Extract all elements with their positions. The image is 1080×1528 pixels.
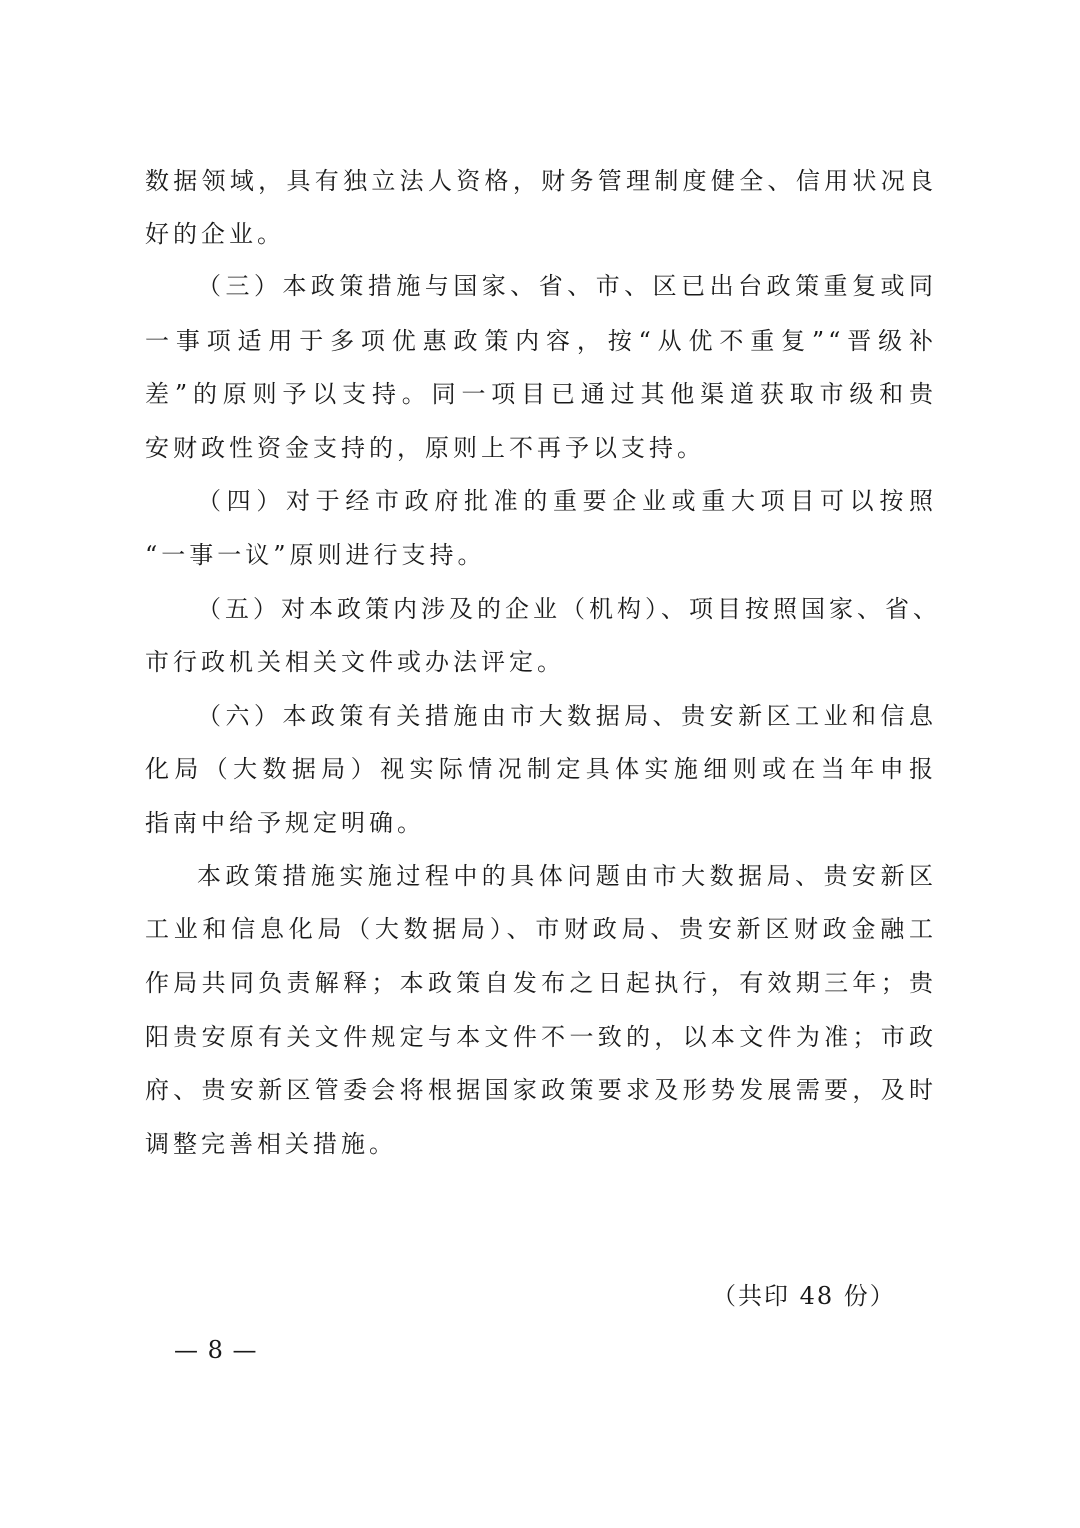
paragraph-line: 阳贵安原有关文件规定与本文件不一致的，以本文件为准；市政 [145, 1023, 937, 1051]
paragraph-line: 市行政机关相关文件或办法评定。 [145, 648, 565, 676]
paragraph-line: 数据领域，具有独立法人资格，财务管理制度健全、信用状况良 [145, 167, 937, 195]
paragraph-line: 府、贵安新区管委会将根据国家政策要求及形势发展需要，及时 [145, 1076, 937, 1104]
paragraph-line: 调整完善相关措施。 [145, 1130, 397, 1158]
paragraph-line: 安财政性资金支持的，原则上不再予以支持。 [145, 434, 705, 462]
copies-note: （共印 48 份） [712, 1282, 896, 1310]
paragraph-line: 好的企业。 [145, 220, 285, 248]
paragraph-line: 化局（大数据局）视实际情况制定具体实施细则或在当年申报 [145, 755, 937, 783]
paragraph-line: 差”的原则予以支持。同一项目已通过其他渠道获取市级和贵 [145, 380, 937, 408]
paragraph-line: （六）本政策有关措施由市大数据局、贵安新区工业和信息 [197, 702, 937, 730]
paragraph-line: 作局共同负责解释；本政策自发布之日起执行，有效期三年；贵 [145, 969, 937, 997]
paragraph-line: 本政策措施实施过程中的具体问题由市大数据局、贵安新区 [197, 862, 937, 890]
paragraph-line: 工业和信息化局（大数据局）、市财政局、贵安新区财政金融工 [145, 915, 937, 943]
paragraph-line: （五）对本政策内涉及的企业（机构）、项目按照国家、省、 [197, 595, 941, 623]
paragraph-line: （四）对于经市政府批准的重要企业或重大项目可以按照 [197, 487, 937, 515]
paragraph-line: （三）本政策措施与国家、省、市、区已出台政策重复或同 [197, 272, 937, 300]
paragraph-line: 指南中给予规定明确。 [145, 809, 425, 837]
page-number: — 8 — [174, 1336, 258, 1364]
paragraph-line: 一事项适用于多项优惠政策内容，按“从优不重复”“晋级补 [145, 327, 937, 355]
paragraph-line: “一事一议”原则进行支持。 [145, 541, 486, 569]
